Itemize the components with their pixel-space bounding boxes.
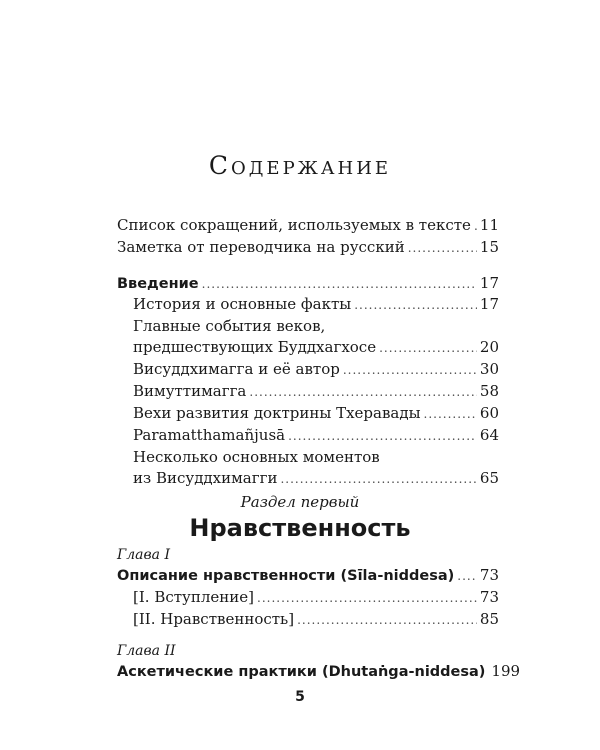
toc-page-number: 73 — [479, 566, 499, 584]
toc-entry-vimuttimagga[interactable] — [133, 381, 499, 402]
dot-leader — [297, 610, 477, 630]
toc-entry-text: [II. Нравственность] — [133, 610, 295, 628]
dot-leader — [408, 238, 477, 258]
page-number: 5 — [295, 689, 305, 705]
toc-entry-dhutanga-niddesa[interactable] — [117, 661, 521, 682]
part-subtitle: Раздел первый — [240, 493, 360, 511]
toc-entry-text: Вимуттимагга — [133, 382, 247, 400]
dot-leader — [457, 566, 477, 586]
dot-leader — [288, 426, 477, 446]
toc-page-number: 30 — [479, 360, 499, 378]
toc-entry-text: Висуддхимагга и её автор — [133, 360, 340, 378]
toc-page-number: 65 — [479, 469, 499, 487]
toc-entry-abbreviations[interactable] — [117, 215, 499, 236]
dot-leader — [249, 382, 477, 402]
toc-entry-events-line1[interactable]: Главные события веков, — [133, 317, 326, 335]
toc-entry-morality-section[interactable] — [133, 609, 499, 630]
toc-entry-key-points-line1[interactable]: Несколько основных моментов — [133, 448, 380, 466]
toc-entry-text: Описание нравственности (Sīla-niddesa) — [117, 568, 455, 584]
toc-entry-sila-niddesa[interactable] — [117, 565, 499, 586]
toc-entry-text: [I. Вступление] — [133, 588, 254, 606]
toc-page-number: 199 — [491, 662, 521, 680]
toc-entry-introduction-section[interactable] — [133, 587, 499, 608]
toc-page-number: 85 — [479, 610, 499, 628]
toc-page-number: 17 — [479, 274, 499, 292]
toc-entry-events[interactable] — [133, 337, 499, 358]
toc-entry-paramatthamanjusa[interactable] — [133, 425, 499, 446]
toc-page-number: 17 — [479, 295, 499, 313]
toc-entry-text: Аскетические практики (Dhutaṅga-niddesa) — [117, 664, 486, 680]
page-title: Содержание — [208, 151, 392, 180]
toc-entry-text: Заметка от переводчика на русский — [117, 238, 405, 256]
toc-page-number: 11 — [479, 216, 499, 234]
chapter-label: Глава II — [117, 643, 176, 659]
dot-leader — [343, 360, 477, 380]
toc-entry-text: предшествующих Буддхагхосе — [133, 338, 377, 356]
dot-leader — [257, 588, 477, 608]
dot-leader — [354, 295, 477, 315]
toc-page-number: 73 — [479, 588, 499, 606]
toc-page-number: 58 — [479, 382, 499, 400]
toc-entry-introduction[interactable] — [117, 273, 499, 294]
toc-page-number: 20 — [479, 338, 499, 356]
toc-page-number: 60 — [479, 404, 499, 422]
dot-leader — [424, 404, 477, 424]
part-title: Нравственность — [189, 514, 411, 542]
dot-leader — [474, 216, 477, 236]
toc-entry-text: Вехи развития доктрины Тхеравады — [133, 404, 421, 422]
toc-entry-history[interactable] — [133, 294, 499, 315]
toc-page-number: 64 — [479, 426, 499, 444]
dot-leader — [280, 469, 476, 489]
dot-leader — [379, 338, 477, 358]
toc-entry-text: История и основные факты — [133, 295, 352, 313]
toc-entry-theravada-milestones[interactable] — [133, 403, 499, 424]
toc-entry-text: Список сокращений, используемых в тексте — [117, 216, 471, 234]
chapter-label: Глава I — [117, 547, 171, 563]
toc-page-number: 15 — [479, 238, 499, 256]
toc-entry-text: Введение — [117, 276, 199, 292]
toc-entry-text: из Висуддхимагги — [133, 469, 278, 487]
toc-entry-text: Paramatthamañjusā — [133, 426, 286, 444]
toc-entry-translator-note[interactable] — [117, 237, 499, 258]
toc-entry-key-points[interactable] — [133, 468, 499, 489]
toc-entry-visuddhimagga-author[interactable] — [133, 359, 499, 380]
dot-leader — [202, 274, 477, 294]
